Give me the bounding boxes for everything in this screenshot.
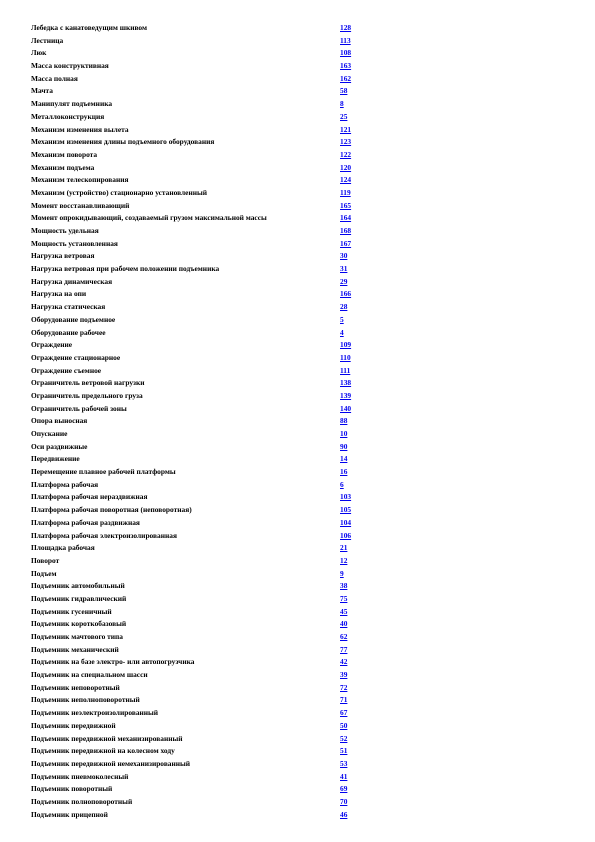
index-entry <box>31 809 571 822</box>
index-term: Подъемник гусеничный <box>31 606 112 616</box>
page-number-link[interactable]: 8 <box>340 99 344 109</box>
index-entry <box>31 707 571 720</box>
page-number-link[interactable]: 138 <box>340 378 352 388</box>
page-number-link[interactable]: 140 <box>340 403 352 413</box>
page-number-link[interactable]: 50 <box>340 720 348 730</box>
index-entry <box>31 669 571 682</box>
index-term: Подъемник автомобильный <box>31 581 125 591</box>
index-term: Подъемник мачтового типа <box>31 632 124 641</box>
index-term: Ограждение стационарное <box>31 352 121 362</box>
page-number-link[interactable]: 38 <box>340 581 348 591</box>
page-number-link[interactable]: 167 <box>340 238 352 248</box>
index-entry <box>31 314 571 327</box>
page-number-link[interactable]: 75 <box>340 593 348 603</box>
index-entry <box>31 682 571 695</box>
page-number-link[interactable]: 30 <box>340 251 348 261</box>
page-number-link[interactable]: 104 <box>340 517 352 527</box>
page-number-link[interactable]: 88 <box>340 416 348 426</box>
index-entry <box>31 73 571 86</box>
index-term: Механизм поворота <box>31 149 98 159</box>
index-entry <box>31 720 571 733</box>
page-number-link[interactable]: 52 <box>340 733 348 743</box>
index-entry <box>31 796 571 809</box>
alphabetical-index <box>31 22 571 821</box>
page-number-link[interactable]: 9 <box>340 568 344 578</box>
page-number-link[interactable]: 21 <box>340 543 348 553</box>
index-entry <box>31 631 571 644</box>
index-term: Подъемник пневмоколесный <box>31 771 129 781</box>
index-entry <box>31 238 571 251</box>
index-term: Масса конструктивная <box>31 61 109 71</box>
page-number-link[interactable]: 77 <box>340 644 348 654</box>
index-entry <box>31 555 571 568</box>
index-term: Подъемник неполноповоротный <box>31 695 140 705</box>
index-entry <box>31 352 571 365</box>
index-term: Площадка рабочая <box>31 543 95 553</box>
index-entry <box>31 35 571 48</box>
page-number-link[interactable]: 53 <box>340 758 348 768</box>
index-term: Ограничитель предельного груза <box>31 390 143 400</box>
page-number-link[interactable]: 121 <box>340 124 352 134</box>
index-entry <box>31 568 571 581</box>
index-entry <box>31 783 571 796</box>
index-term: Оборудование рабочее <box>31 327 106 337</box>
index-term: Ограничитель рабочей зоны <box>31 403 127 413</box>
index-term: Оборудование подъемное <box>31 314 116 324</box>
page-number-link[interactable]: 39 <box>340 670 348 680</box>
index-entry <box>31 733 571 746</box>
page-number-link[interactable]: 103 <box>340 492 352 502</box>
index-term: Металлоконструкция <box>31 111 105 121</box>
index-term: Подъемник на специальном шасси <box>31 670 148 680</box>
index-term: Нагрузка ветровая <box>31 251 95 261</box>
index-term: Нагрузка ветровая при рабочем положении подъемника <box>31 264 220 274</box>
index-term: Подъемник прицепной <box>31 809 108 819</box>
index-entry <box>31 85 571 98</box>
page-number-link[interactable]: 58 <box>340 86 348 96</box>
index-entry <box>31 377 571 390</box>
index-entry <box>31 162 571 175</box>
index-term: Передвижение <box>31 454 80 464</box>
page-number-link[interactable]: 51 <box>340 746 348 756</box>
index-entry <box>31 390 571 403</box>
index-entry <box>31 212 571 225</box>
index-entry <box>31 288 571 301</box>
index-entry <box>31 479 571 492</box>
index-entry <box>31 276 571 289</box>
index-term: Механизм подъема <box>31 162 95 172</box>
index-term: Платформа рабочая нераздвижная <box>31 492 148 502</box>
index-entry <box>31 453 571 466</box>
index-term: Ограждение съемное <box>31 365 102 375</box>
index-entry <box>31 225 571 238</box>
page-number-link[interactable]: 120 <box>340 162 352 172</box>
page-number-link[interactable]: 40 <box>340 619 348 629</box>
index-term: Нагрузка динамическая <box>31 276 113 286</box>
index-entry <box>31 441 571 454</box>
index-entry <box>31 656 571 669</box>
page-number-link[interactable]: 111 <box>340 365 351 375</box>
page-number-link[interactable]: 72 <box>340 682 348 692</box>
index-entry <box>31 606 571 619</box>
page-number-link[interactable]: 110 <box>340 352 351 362</box>
page-number-link[interactable]: 29 <box>340 276 348 286</box>
page-number-link[interactable]: 28 <box>340 302 348 312</box>
index-entry <box>31 22 571 35</box>
page-number-link[interactable]: 6 <box>340 479 344 489</box>
page-number-link[interactable]: 5 <box>340 314 344 324</box>
index-entry <box>31 136 571 149</box>
index-entry <box>31 403 571 416</box>
page-number-link[interactable]: 90 <box>340 441 348 451</box>
page-number-link[interactable]: 164 <box>340 213 352 223</box>
index-term: Подъемник передвижной <box>31 720 116 730</box>
index-entry <box>31 517 571 530</box>
page-number-link[interactable]: 123 <box>340 137 352 147</box>
page-number-link[interactable]: 105 <box>340 505 352 515</box>
index-entry <box>31 415 571 428</box>
index-term: Подъемник передвижной немеханизированный <box>31 758 191 768</box>
page-number-link[interactable]: 25 <box>340 111 348 121</box>
page-number-link[interactable]: 166 <box>340 289 352 299</box>
index-entry <box>31 365 571 378</box>
index-entry <box>31 263 571 276</box>
index-entry <box>31 174 571 187</box>
index-term: Момент восстанавливающий <box>31 200 130 210</box>
index-entry <box>31 771 571 784</box>
index-term: Подъемник неэлектроизолированный <box>31 708 159 718</box>
page-number-link[interactable]: 119 <box>340 187 351 197</box>
index-entry <box>31 542 571 555</box>
index-term: Подъемник передвижной механизированный <box>31 733 183 743</box>
index-entry <box>31 339 571 352</box>
index-term: Механизм изменения длины подъемного оборудования <box>31 137 215 147</box>
index-term: Ограждение <box>31 340 73 350</box>
index-entry <box>31 200 571 213</box>
page-number-link[interactable]: 62 <box>340 632 348 641</box>
page-number-link[interactable]: 128 <box>340 23 352 32</box>
index-entry <box>31 491 571 504</box>
index-term: Мачта <box>31 86 53 96</box>
page-number-link[interactable]: 108 <box>340 48 352 58</box>
index-entry <box>31 111 571 124</box>
index-term: Люк <box>31 48 47 58</box>
page-number-link[interactable]: 42 <box>340 657 348 667</box>
page-number-link[interactable]: 69 <box>340 784 348 794</box>
index-entry <box>31 98 571 111</box>
index-entry <box>31 504 571 517</box>
index-term: Ограничитель ветровой нагрузки <box>31 378 145 388</box>
index-term: Лебедка с канатоведущим шкивом <box>31 23 147 32</box>
index-entry <box>31 530 571 543</box>
page-number-link[interactable]: 162 <box>340 73 352 83</box>
index-term: Подъемник полноповоротный <box>31 796 133 806</box>
page-number-link[interactable]: 4 <box>340 327 344 337</box>
index-term: Платформа рабочая <box>31 479 99 489</box>
page-number-link[interactable]: 165 <box>340 200 352 210</box>
index-term: Мощность удельная <box>31 226 99 235</box>
index-term: Подъемник механический <box>31 644 119 654</box>
page-number-link[interactable]: 122 <box>340 149 352 159</box>
index-term: Лестница <box>31 35 64 45</box>
index-term: Подъемник короткобазовый <box>31 619 127 629</box>
index-term: Нагрузка на опи <box>31 289 87 299</box>
index-term: Подъемник гидравлический <box>31 593 127 603</box>
index-entry <box>31 250 571 263</box>
index-term: Манипулят подъемника <box>31 99 113 109</box>
page-number-link[interactable]: 67 <box>340 708 348 718</box>
index-entry <box>31 758 571 771</box>
index-term: Поворот <box>31 555 60 565</box>
index-term: Момент опрокидывающий, создаваемый грузом максимальной массы <box>31 213 267 223</box>
index-entry <box>31 187 571 200</box>
index-entry <box>31 694 571 707</box>
index-term: Подъемник передвижной на колесном ходу <box>31 746 175 756</box>
index-term: Мощность установленная <box>31 238 118 248</box>
index-term: Опора выносная <box>31 416 88 426</box>
index-term: Платформа рабочая электроизолированная <box>31 530 177 540</box>
index-entry <box>31 47 571 60</box>
index-term: Масса полная <box>31 73 78 83</box>
index-entry <box>31 301 571 314</box>
index-entry <box>31 466 571 479</box>
page-number-link[interactable]: 106 <box>340 530 352 540</box>
index-term: Платформа рабочая поворотная (неповоротная) <box>31 505 192 515</box>
index-term: Подъемник на базе электро- или автопогрузчика <box>31 657 195 667</box>
index-term: Подъемник неповоротный <box>31 682 120 692</box>
page-number-link[interactable]: 168 <box>340 226 352 235</box>
index-entry <box>31 644 571 657</box>
page-number-link[interactable]: 71 <box>340 695 348 705</box>
index-entry <box>31 149 571 162</box>
page-number-link[interactable]: 14 <box>340 454 348 464</box>
page-number-link[interactable]: 16 <box>340 467 348 477</box>
page-number-link[interactable]: 124 <box>340 175 352 185</box>
index-term: Механизм (устройство) стационарно установленный <box>31 187 207 197</box>
index-entry <box>31 327 571 340</box>
page-number-link[interactable]: 12 <box>340 555 348 565</box>
page-number-link[interactable]: 46 <box>340 809 348 819</box>
page-number-link[interactable]: 70 <box>340 796 348 806</box>
index-term: Подъем <box>31 568 57 578</box>
index-entry <box>31 580 571 593</box>
index-term: Оси раздвижные <box>31 441 88 451</box>
index-term: Нагрузка статическая <box>31 302 106 312</box>
index-term: Подъемник поворотный <box>31 784 113 794</box>
index-term: Механизм изменения вылета <box>31 124 129 134</box>
index-entry <box>31 593 571 606</box>
index-term: Опускание <box>31 429 68 438</box>
index-entry <box>31 745 571 758</box>
index-term: Перемещение плавное рабочей платформы <box>31 467 176 477</box>
index-term: Механизм телескопирования <box>31 175 129 185</box>
page-number-link[interactable]: 31 <box>340 264 348 274</box>
page-number-link[interactable]: 41 <box>340 771 348 781</box>
page-number-link[interactable]: 113 <box>340 35 351 45</box>
page-number-link[interactable]: 109 <box>340 340 352 350</box>
index-entry <box>31 60 571 73</box>
index-entry <box>31 124 571 137</box>
index-term: Платформа рабочая раздвижная <box>31 517 140 527</box>
page-number-link[interactable]: 163 <box>340 61 352 71</box>
page-number-link[interactable]: 45 <box>340 606 348 616</box>
page-number-link[interactable]: 10 <box>340 429 348 438</box>
index-entry <box>31 618 571 631</box>
index-entry <box>31 428 571 441</box>
page-number-link[interactable]: 139 <box>340 390 352 400</box>
